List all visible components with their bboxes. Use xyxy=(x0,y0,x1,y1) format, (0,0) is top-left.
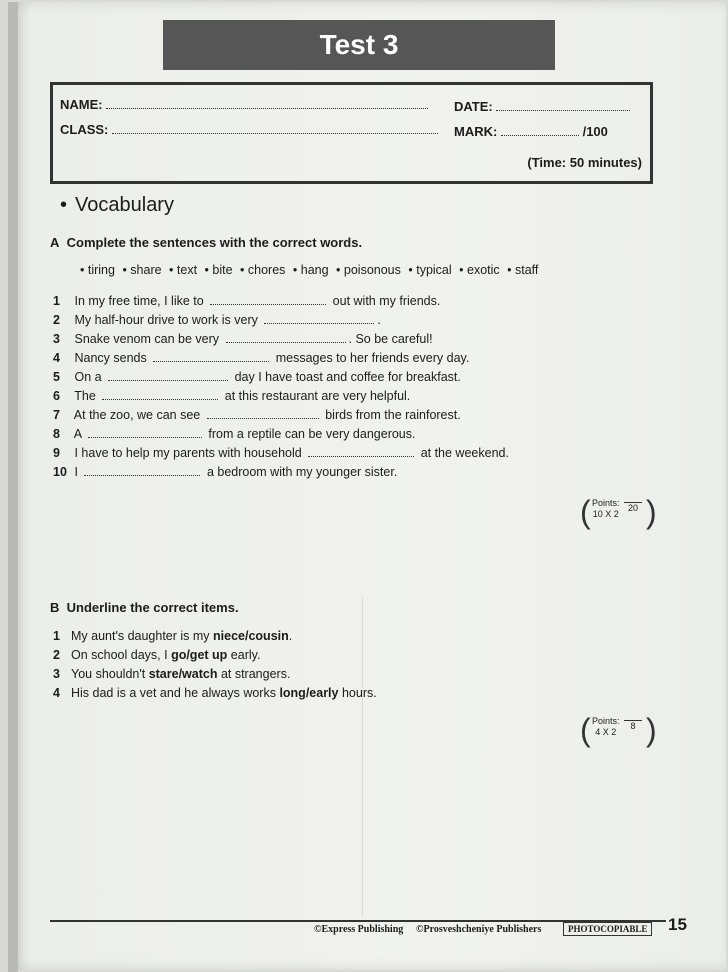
task-a-points: ( Points: 10 X 2 20 ) xyxy=(580,494,657,530)
word-bank-item: • tiring xyxy=(80,263,115,277)
word-bank-item: • chores xyxy=(240,263,286,277)
answer-blank[interactable] xyxy=(84,466,200,476)
date-blank[interactable] xyxy=(496,100,630,111)
item-number: 4 xyxy=(53,686,60,700)
item-text-after: at this restaurant are very helpful. xyxy=(224,389,411,403)
class-label: CLASS: xyxy=(60,122,109,137)
mark-blank[interactable] xyxy=(501,125,579,136)
task-b-item xyxy=(53,648,260,662)
item-number: 3 xyxy=(53,667,60,681)
answer-blank[interactable] xyxy=(88,428,202,438)
word-bank-item: • typical xyxy=(408,263,452,277)
word-bank xyxy=(80,263,542,277)
item-text-after: early. xyxy=(227,648,261,662)
item-text-after: hours. xyxy=(338,686,377,700)
item-text-before: In my free time, I like to xyxy=(74,294,204,308)
answer-blank[interactable] xyxy=(210,295,326,305)
answer-blank[interactable] xyxy=(226,333,346,343)
item-text-after: a bedroom with my younger sister. xyxy=(206,465,398,479)
item-text-after: birds from the rainforest. xyxy=(325,408,461,422)
student-info-box xyxy=(50,82,653,184)
word-bank-item: • poisonous xyxy=(336,263,401,277)
time-limit: (Time: 50 minutes) xyxy=(527,155,642,170)
mark-total: /100 xyxy=(582,124,608,139)
item-text-before: A xyxy=(73,427,82,441)
item-number: 4 xyxy=(53,351,60,365)
item-number: 9 xyxy=(53,446,60,460)
answer-blank[interactable] xyxy=(153,352,269,362)
answer-blank[interactable] xyxy=(108,371,228,381)
task-b-heading xyxy=(50,600,239,615)
show-through-divider xyxy=(362,597,363,917)
item-number: 2 xyxy=(53,648,60,662)
item-text-before: On a xyxy=(74,370,102,384)
item-text-after: at the weekend. xyxy=(420,446,509,460)
task-a-item xyxy=(53,408,461,422)
task-a-item xyxy=(53,446,509,460)
publisher-credit-1: ©Express Publishing xyxy=(314,924,404,935)
name-label: NAME: xyxy=(60,97,103,112)
task-a-item xyxy=(53,351,469,365)
name-blank[interactable] xyxy=(106,98,428,109)
task-a-letter: A xyxy=(50,235,60,250)
publisher-credit-2: ©Prosveshcheniye Publishers xyxy=(416,924,542,935)
choice-options[interactable]: go/get up xyxy=(171,648,228,662)
item-text-before: My half-hour drive to work is very xyxy=(74,313,258,327)
task-b-item xyxy=(53,629,292,643)
item-number: 2 xyxy=(53,313,60,327)
item-text-after: day I have toast and coffee for breakfast. xyxy=(234,370,461,384)
date-label: DATE: xyxy=(454,99,493,114)
task-b-instruction: Underline the correct items. xyxy=(66,600,239,615)
item-text-before: My aunt's daughter is my xyxy=(71,629,214,643)
item-number: 5 xyxy=(53,370,60,384)
section-heading xyxy=(60,194,174,217)
item-text-after: . xyxy=(377,313,381,327)
word-bank-item: • bite xyxy=(204,263,233,277)
mark-field[interactable] xyxy=(454,124,608,139)
answer-blank[interactable] xyxy=(207,409,319,419)
task-a-item xyxy=(53,332,433,346)
points-total: 20 xyxy=(627,503,638,513)
item-text-before: I xyxy=(74,465,78,479)
task-a-instruction: Complete the sentences with the correct words. xyxy=(66,235,363,250)
task-b-points: ( Points: 4 X 2 8 ) xyxy=(580,712,657,748)
task-a-item xyxy=(53,313,381,327)
points-label: Points: 4 X 2 xyxy=(592,716,620,737)
task-a-item xyxy=(53,370,461,384)
task-b-item xyxy=(53,667,290,681)
item-text-after: at strangers. xyxy=(217,667,291,681)
item-text-after: out with my friends. xyxy=(332,294,441,308)
date-field[interactable] xyxy=(454,99,630,114)
item-text-before: I have to help my parents with household xyxy=(74,446,302,460)
task-a-item xyxy=(53,389,410,403)
answer-blank[interactable] xyxy=(264,314,374,324)
points-formula: 4 X 2 xyxy=(595,727,617,737)
item-text-after: from a reptile can be very dangerous. xyxy=(208,427,416,441)
name-field[interactable] xyxy=(60,97,428,112)
word-bank-item: • exotic xyxy=(459,263,500,277)
item-text-before: Snake venom can be very xyxy=(74,332,220,346)
section-title: Vocabulary xyxy=(75,194,174,216)
item-number: 6 xyxy=(53,389,60,403)
choice-options[interactable]: niece/cousin xyxy=(213,629,289,643)
item-number: 1 xyxy=(53,294,60,308)
item-text-before: On school days, I xyxy=(71,648,172,662)
item-number: 10 xyxy=(53,465,67,479)
item-number: 8 xyxy=(53,427,60,441)
points-formula: 10 X 2 xyxy=(592,509,619,519)
worksheet-page xyxy=(8,2,726,970)
choice-options[interactable]: long/early xyxy=(279,686,339,700)
task-a-heading xyxy=(50,235,362,250)
item-text-after: messages to her friends every day. xyxy=(275,351,470,365)
item-number: 7 xyxy=(53,408,60,422)
mark-label: MARK: xyxy=(454,124,498,139)
section-bullet: • xyxy=(60,194,68,216)
answer-blank[interactable] xyxy=(308,447,414,457)
answer-blank[interactable] xyxy=(102,390,218,400)
word-bank-item: • hang xyxy=(292,263,329,277)
task-b-letter: B xyxy=(50,600,60,615)
class-blank[interactable] xyxy=(112,123,438,134)
task-b-item xyxy=(53,686,377,700)
class-field[interactable] xyxy=(60,122,438,137)
item-text-after: . xyxy=(288,629,293,643)
item-number: 1 xyxy=(53,629,60,643)
word-bank-item: • staff xyxy=(507,263,539,277)
task-a-item xyxy=(53,294,440,308)
item-text-before: At the zoo, we can see xyxy=(73,408,201,422)
task-a-item xyxy=(53,465,397,479)
test-title: Test 3 xyxy=(163,20,555,70)
choice-options[interactable]: stare/watch xyxy=(148,667,218,681)
item-text-after: . So be careful! xyxy=(348,332,433,346)
points-label: Points: 10 X 2 xyxy=(592,498,620,519)
item-text-before: The xyxy=(74,389,96,403)
page-binding xyxy=(8,2,18,972)
photocopiable-badge: PHOTOCOPIABLE xyxy=(563,922,652,936)
item-text-before: You shouldn't xyxy=(71,667,149,681)
points-total: 8 xyxy=(630,721,636,731)
item-text-before: Nancy sends xyxy=(74,351,147,365)
item-number: 3 xyxy=(53,332,60,346)
page-number: 15 xyxy=(668,915,687,934)
item-text-before: His dad is a vet and he always works xyxy=(71,686,280,700)
word-bank-item: • share xyxy=(122,263,162,277)
task-a-item xyxy=(53,427,415,441)
word-bank-item: • text xyxy=(169,263,198,277)
